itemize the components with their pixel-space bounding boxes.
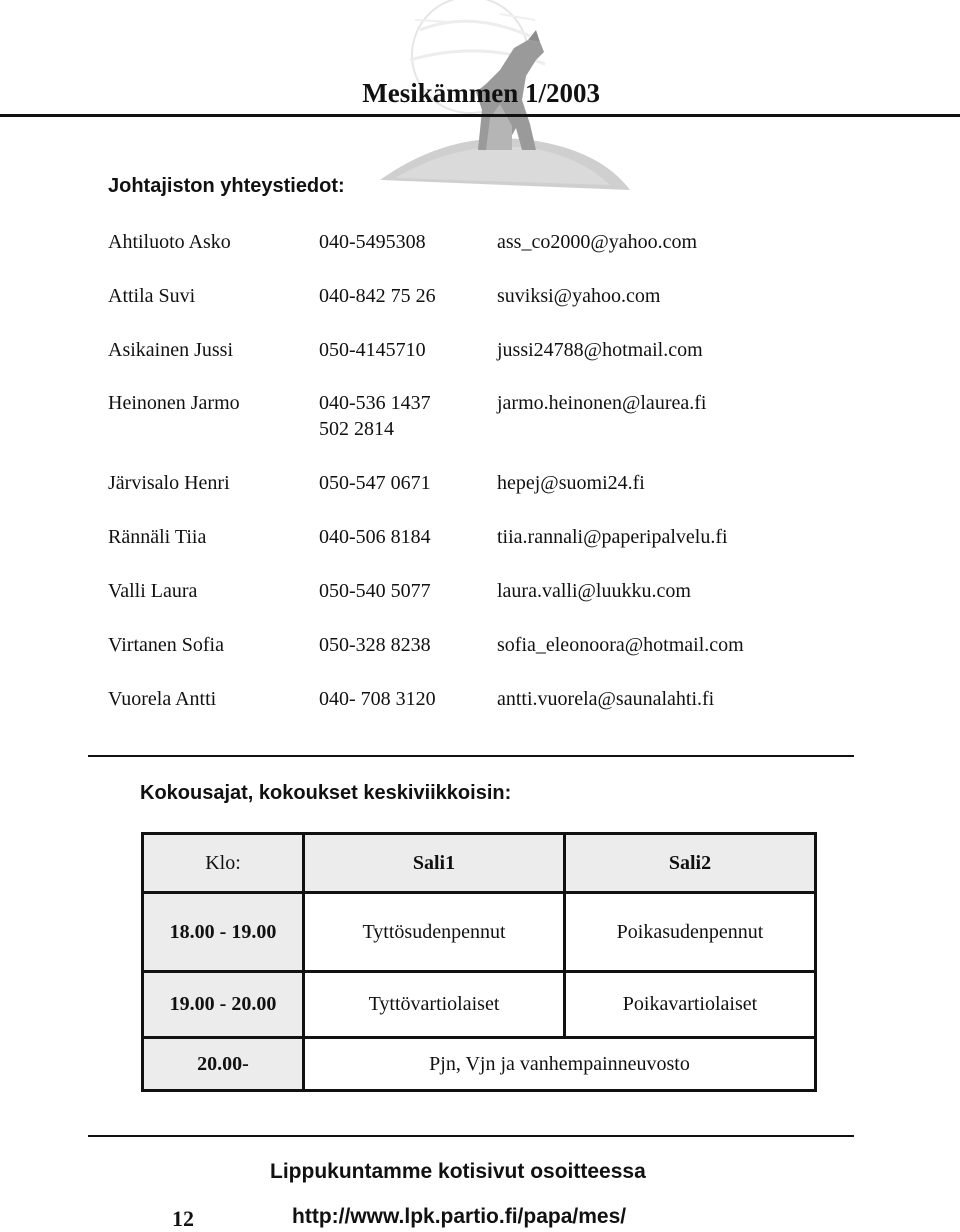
- contact-email: hepej@suomi24.fi: [497, 472, 645, 495]
- contact-email: jussi24788@hotmail.com: [497, 338, 703, 361]
- contact-phone: 040-506 8184: [319, 526, 431, 549]
- contact-row: [108, 283, 848, 337]
- contact-email: tiia.rannali@paperipalvelu.fi: [497, 526, 728, 549]
- table-row: [143, 893, 816, 972]
- table-header-row: [143, 834, 816, 893]
- contacts-heading: Johtajiston yhteystiedot:: [108, 175, 345, 197]
- contact-name: Järvisalo Henri: [108, 472, 230, 495]
- section-divider: [88, 755, 854, 757]
- meetings-heading: Kokousajat, kokoukset keskiviikkoisin:: [140, 782, 512, 804]
- contact-row: [108, 390, 848, 470]
- contact-row: [108, 632, 848, 686]
- footer-text: Lippukuntamme kotisivut osoitteessa: [270, 1160, 646, 1183]
- contact-name: Ahtiluoto Asko: [108, 231, 231, 253]
- contact-phone: 040-5495308: [319, 231, 426, 253]
- header-cell-sali1: Sali1: [304, 834, 565, 893]
- header-cell-time: Klo:: [143, 834, 304, 893]
- contact-name: Vuorela Antti: [108, 687, 217, 710]
- combined-cell: Pjn, Vjn ja vanhempainneuvosto: [304, 1038, 816, 1091]
- sali2-cell: Poikavartiolaiset: [565, 972, 816, 1038]
- contact-email: suviksi@yahoo.com: [497, 284, 661, 307]
- time-cell: 18.00 - 19.00: [143, 893, 304, 972]
- contact-phone: 050-547 0671: [319, 472, 431, 495]
- contact-name: Rännäli Tiia: [108, 526, 207, 549]
- contact-row: [108, 470, 848, 524]
- contact-name: Valli Laura: [108, 579, 198, 602]
- contact-phone: 040-536 1437: [319, 392, 431, 415]
- contact-row: [108, 337, 848, 391]
- contact-email: antti.vuorela@saunalahti.fi: [497, 687, 715, 710]
- contact-phone: 050-540 5077: [319, 579, 431, 602]
- time-cell: 20.00-: [143, 1038, 304, 1091]
- contact-phone-group: [319, 390, 431, 442]
- sali2-cell: Poikasudenpennut: [565, 893, 816, 972]
- contact-row: [108, 229, 848, 283]
- contact-phone: 040- 708 3120: [319, 687, 436, 710]
- meeting-schedule-table: [141, 832, 817, 1092]
- table-row: [143, 972, 816, 1038]
- magazine-title: Mesikämmen 1/2003: [362, 78, 600, 108]
- contact-row: [108, 578, 848, 632]
- contact-row: [108, 686, 848, 740]
- contact-name: Asikainen Jussi: [108, 338, 233, 361]
- contact-name: Attila Suvi: [108, 284, 196, 307]
- contact-phone: 050-4145710: [319, 338, 426, 361]
- footer-divider: [88, 1135, 854, 1137]
- header-cell-sali2: Sali2: [565, 834, 816, 893]
- contact-name: Heinonen Jarmo: [108, 392, 240, 415]
- contact-email: jarmo.heinonen@laurea.fi: [497, 392, 707, 415]
- contact-phone: 040-842 75 26: [319, 284, 436, 307]
- contact-name: Virtanen Sofia: [108, 633, 224, 656]
- contact-phone: 050-328 8238: [319, 633, 431, 656]
- footer-url: http://www.lpk.partio.fi/papa/mes/: [292, 1205, 627, 1228]
- contact-phone-secondary: 502 2814: [319, 418, 394, 441]
- page-number: 12: [172, 1206, 194, 1231]
- contact-email: ass_co2000@yahoo.com: [497, 231, 698, 253]
- masthead-divider: [0, 114, 960, 117]
- sali1-cell: Tyttösudenpennut: [304, 893, 565, 972]
- contact-list: [108, 229, 848, 739]
- contact-email: laura.valli@luukku.com: [497, 579, 691, 602]
- time-cell: 19.00 - 20.00: [143, 972, 304, 1038]
- table-row: [143, 1038, 816, 1091]
- contact-row: [108, 524, 848, 578]
- sali1-cell: Tyttövartiolaiset: [304, 972, 565, 1038]
- contact-email: sofia_eleonoora@hotmail.com: [497, 633, 744, 656]
